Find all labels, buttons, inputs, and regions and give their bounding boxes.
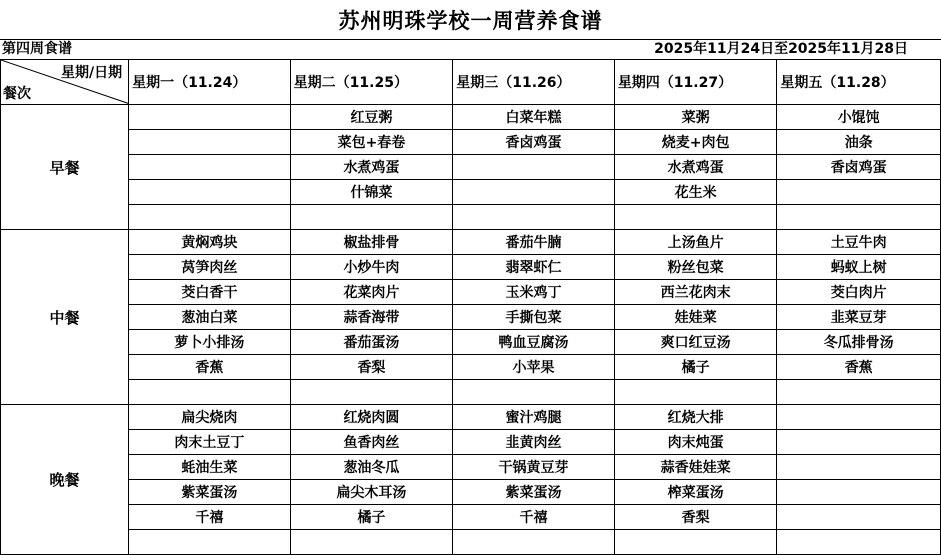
dish-cell: 西兰花肉末 — [614, 280, 777, 305]
dish-cell: 萝卜小排汤 — [129, 330, 291, 355]
corner-day-label: 星期/日期 — [60, 65, 123, 81]
dish-cell: 韭黄肉丝 — [453, 430, 615, 455]
dish-cell: 橘子 — [614, 355, 777, 380]
dish-cell: 紫菜蛋汤 — [453, 480, 615, 505]
day-header-thu: 星期四（11.27） — [614, 60, 777, 105]
dish-cell: 香蕉 — [777, 355, 941, 380]
dish-cell — [129, 180, 291, 205]
dish-cell: 干锅黄豆芽 — [453, 455, 615, 480]
dish-cell: 蒜香娃娃菜 — [614, 455, 777, 480]
dish-cell — [290, 205, 453, 230]
table-row — [1, 430, 941, 455]
dish-cell: 白菜年糕 — [453, 105, 615, 130]
dish-cell — [129, 155, 291, 180]
table-row — [1, 205, 941, 230]
dish-cell: 红烧肉圆 — [290, 405, 453, 430]
dish-cell: 番茄牛腩 — [453, 230, 615, 255]
subtitle-row — [0, 40, 941, 59]
dish-cell — [614, 205, 777, 230]
dish-cell — [453, 530, 615, 555]
week-label: 第四周食谱 — [2, 41, 72, 57]
dish-cell: 红烧大排 — [614, 405, 777, 430]
dish-cell: 上汤鱼片 — [614, 230, 777, 255]
table-row — [1, 105, 941, 130]
dish-cell — [777, 380, 941, 405]
dish-cell: 紫菜蛋汤 — [129, 480, 291, 505]
dish-cell: 扁尖木耳汤 — [290, 480, 453, 505]
dish-cell: 番茄蛋汤 — [290, 330, 453, 355]
dish-cell — [290, 380, 453, 405]
dish-cell: 花生米 — [614, 180, 777, 205]
page-title: 苏州明珠学校一周营养食谱 — [0, 0, 941, 40]
dish-cell — [453, 155, 615, 180]
date-range: 2025年11月24日至2025年11月28日 — [654, 41, 908, 57]
dish-cell — [777, 505, 941, 530]
dish-cell — [777, 455, 941, 480]
dish-cell: 蚝油生菜 — [129, 455, 291, 480]
dish-cell — [129, 130, 291, 155]
dish-cell: 茭白香干 — [129, 280, 291, 305]
dish-cell: 千禧 — [129, 505, 291, 530]
dish-cell — [614, 530, 777, 555]
dish-cell: 手撕包菜 — [453, 305, 615, 330]
dish-cell: 蒜香海带 — [290, 305, 453, 330]
dish-cell — [777, 405, 941, 430]
dish-cell: 娃娃菜 — [614, 305, 777, 330]
table-row — [1, 455, 941, 480]
dish-cell: 土豆牛肉 — [777, 230, 941, 255]
dish-cell — [777, 480, 941, 505]
dish-cell: 蚂蚁上树 — [777, 255, 941, 280]
dish-cell — [129, 530, 291, 555]
corner-meal-label: 餐次 — [3, 86, 31, 102]
dish-cell: 榨菜蛋汤 — [614, 480, 777, 505]
dish-cell: 菜粥 — [614, 105, 777, 130]
dish-cell — [453, 380, 615, 405]
dish-cell: 葱油冬瓜 — [290, 455, 453, 480]
table-row — [1, 280, 941, 305]
dish-cell — [129, 105, 291, 130]
dish-cell: 小苹果 — [453, 355, 615, 380]
dish-cell — [777, 180, 941, 205]
dish-cell: 椒盐排骨 — [290, 230, 453, 255]
table-row — [1, 255, 941, 280]
dish-cell — [290, 530, 453, 555]
dish-cell: 扁尖烧肉 — [129, 405, 291, 430]
dish-cell — [777, 430, 941, 455]
day-header-fri: 星期五（11.28） — [777, 60, 941, 105]
table-row — [1, 480, 941, 505]
dish-cell: 香卤鸡蛋 — [777, 155, 941, 180]
dish-cell: 什锦菜 — [290, 180, 453, 205]
dish-cell: 橘子 — [290, 505, 453, 530]
dish-cell — [129, 380, 291, 405]
dish-cell: 千禧 — [453, 505, 615, 530]
dish-cell: 香卤鸡蛋 — [453, 130, 615, 155]
day-header-wed: 星期三（11.26） — [453, 60, 615, 105]
dish-cell: 葱油白菜 — [129, 305, 291, 330]
dish-cell: 油条 — [777, 130, 941, 155]
dish-cell: 爽口红豆汤 — [614, 330, 777, 355]
menu-table — [0, 59, 941, 555]
table-row — [1, 155, 941, 180]
dish-cell: 韭菜豆芽 — [777, 305, 941, 330]
dish-cell: 冬瓜排骨汤 — [777, 330, 941, 355]
header-row — [1, 60, 941, 105]
dish-cell — [453, 205, 615, 230]
dish-cell: 鸭血豆腐汤 — [453, 330, 615, 355]
dish-cell — [453, 180, 615, 205]
table-row — [1, 230, 941, 255]
dish-cell: 红豆粥 — [290, 105, 453, 130]
table-row — [1, 130, 941, 155]
dish-cell: 烧麦+肉包 — [614, 130, 777, 155]
dish-cell — [777, 205, 941, 230]
table-row — [1, 305, 941, 330]
meal-label: 早餐 — [1, 105, 129, 230]
dish-cell: 黄焖鸡块 — [129, 230, 291, 255]
dish-cell: 粉丝包菜 — [614, 255, 777, 280]
dish-cell — [129, 205, 291, 230]
dish-cell — [777, 530, 941, 555]
table-row — [1, 330, 941, 355]
table-row — [1, 505, 941, 530]
dish-cell: 玉米鸡丁 — [453, 280, 615, 305]
table-row — [1, 180, 941, 205]
dish-cell: 蜜汁鸡腿 — [453, 405, 615, 430]
dish-cell: 肉末土豆丁 — [129, 430, 291, 455]
dish-cell: 香梨 — [614, 505, 777, 530]
dish-cell: 香蕉 — [129, 355, 291, 380]
dish-cell: 水煮鸡蛋 — [290, 155, 453, 180]
dish-cell — [614, 380, 777, 405]
dish-cell: 鱼香肉丝 — [290, 430, 453, 455]
dish-cell: 菜包+春卷 — [290, 130, 453, 155]
table-row — [1, 355, 941, 380]
table-row — [1, 405, 941, 430]
corner-cell — [1, 60, 129, 105]
dish-cell: 肉末炖蛋 — [614, 430, 777, 455]
day-header-mon: 星期一（11.24） — [129, 60, 291, 105]
dish-cell: 水煮鸡蛋 — [614, 155, 777, 180]
meal-label: 晚餐 — [1, 405, 129, 555]
dish-cell: 小炒牛肉 — [290, 255, 453, 280]
dish-cell: 莴笋肉丝 — [129, 255, 291, 280]
dish-cell: 花菜肉片 — [290, 280, 453, 305]
table-row — [1, 380, 941, 405]
dish-cell: 小馄饨 — [777, 105, 941, 130]
day-header-tue: 星期二（11.25） — [290, 60, 453, 105]
dish-cell: 香梨 — [290, 355, 453, 380]
table-row — [1, 530, 941, 555]
dish-cell: 翡翠虾仁 — [453, 255, 615, 280]
dish-cell: 茭白肉片 — [777, 280, 941, 305]
meal-label: 中餐 — [1, 230, 129, 405]
